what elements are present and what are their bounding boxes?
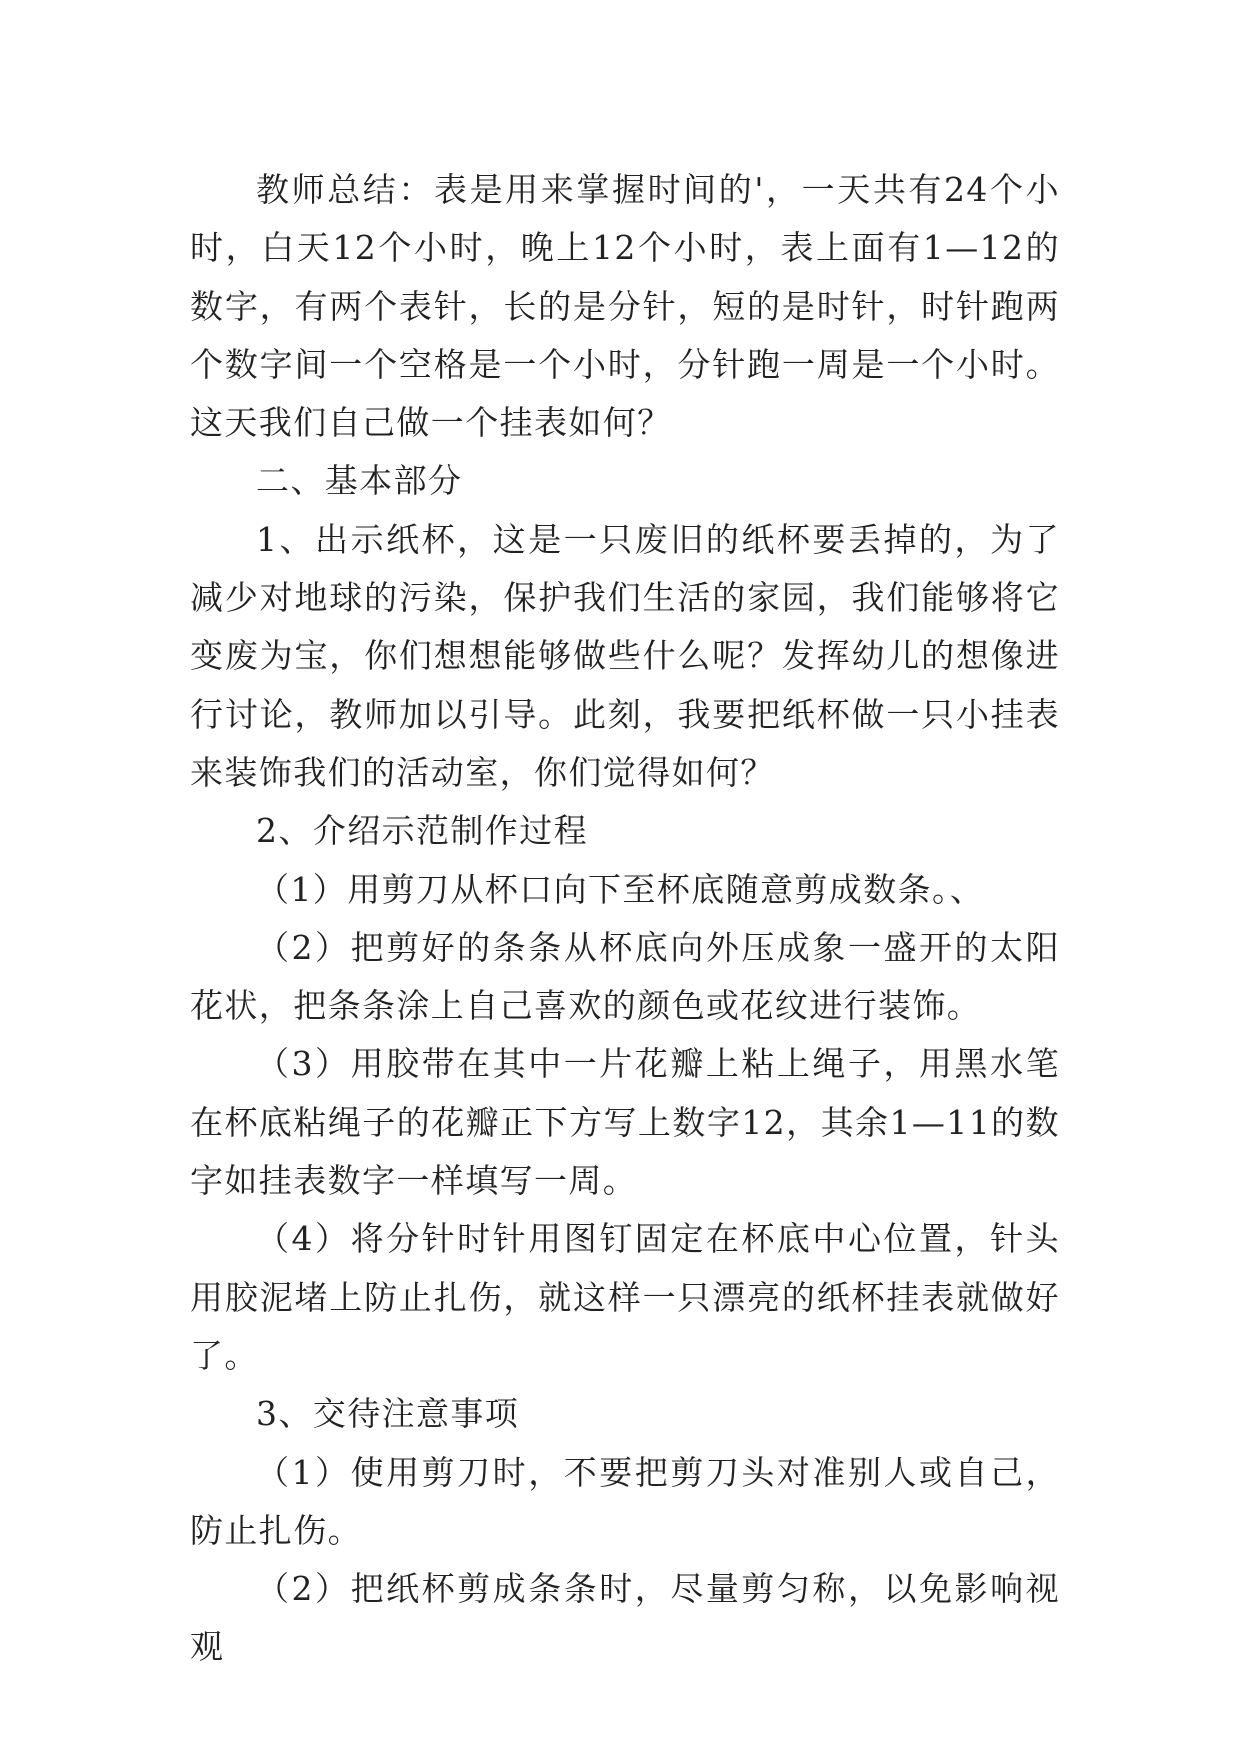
subheading-demo-process: 2、介绍示范制作过程 (256, 811, 588, 851)
subheading-precautions: 3、交待注意事项 (256, 1394, 520, 1434)
precaution-1: （1）使用剪刀时，不要把剪刀头对准别人或自己，防止扎伤。 (190, 1452, 1060, 1550)
step-3: （3）用胶带在其中一片花瓣上粘上绳子，用黑水笔在杯底粘绳子的花瓣正下方写上数字12，其余1—11的数字如挂表数字一样填写一周。 (190, 1044, 1060, 1201)
section-heading-basic-part: 二、基本部分 (256, 461, 463, 501)
step-1: （1）用剪刀从杯口向下至杯底随意剪成数条。、 (256, 869, 985, 909)
document-body (190, 161, 1060, 1677)
paragraph-show-paper-cup: 1、出示纸杯，这是一只废旧的纸杯要丢掉的，为了减少对地球的污染，保护我们生活的家园，我们能够将它变废为宝，你们想想能够做些什么呢？发挥幼儿的想像进行讨论，教师加以引导。此刻，我要把纸杯做一只小挂表来装饰我们的活动室，你们觉得如何？ (190, 519, 1060, 792)
step-2: （2）把剪好的条条从杯底向外压成象一盛开的太阳花状，把条条涂上自己喜欢的颜色或花纹进行装饰。 (190, 927, 1060, 1026)
precaution-2: （2）把纸杯剪成条条时，尽量剪匀称，以免影响视观 (190, 1569, 1060, 1667)
paragraph-teacher-summary: 教师总结：表是用来掌握时间的'，一天共有24个小时，白天12个小时，晚上12个小时，表上面有1—12的数字，有两个表针，长的是分针，短的是时针，时针跑两个数字间一个空格是一个小时，分针跑一周是一个小时。这天我们自己做一个挂表如何？ (190, 170, 1060, 443)
step-4: （4）将分针时针用图钉固定在杯底中心位置，针头用胶泥堵上防止扎伤，就这样一只漂亮的纸杯挂表就做好了。 (190, 1219, 1060, 1375)
